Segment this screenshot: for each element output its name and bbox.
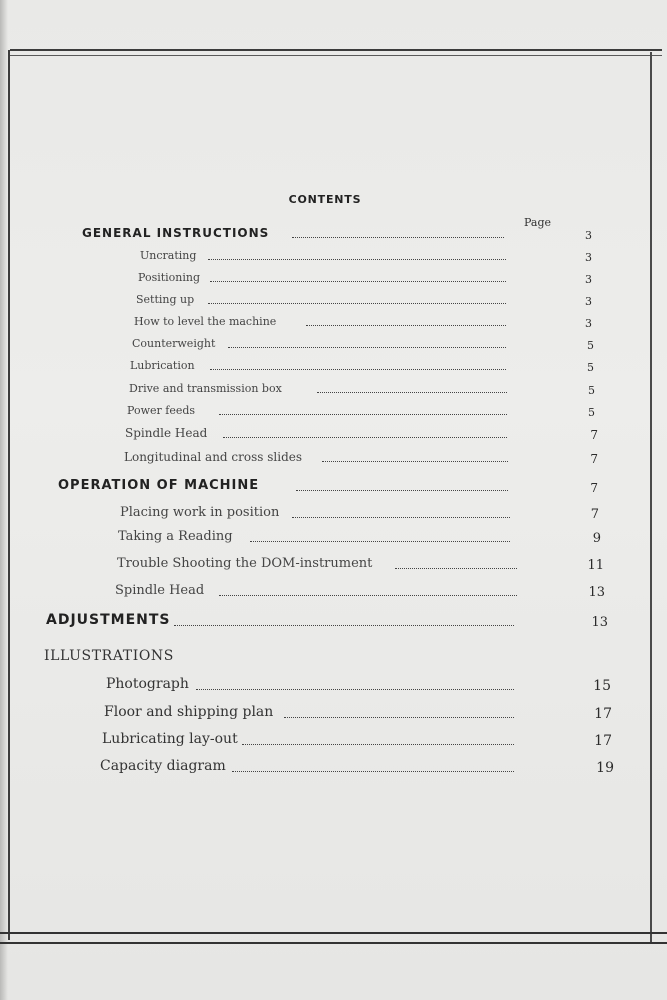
page-edge-shadow: [0, 0, 8, 1000]
toc-leader: [292, 237, 504, 238]
frame-left-rule: [8, 50, 10, 940]
toc-section-title: OPERATION OF MACHINE: [58, 478, 260, 493]
toc-item-title: Drive and transmission box: [129, 382, 282, 395]
toc-section-adjustments: [46, 612, 608, 632]
toc-leader: [210, 281, 506, 282]
toc-leader: [223, 437, 507, 438]
toc-leader: [196, 689, 514, 690]
toc-page-number: 3: [585, 317, 592, 330]
toc-leader: [219, 414, 507, 415]
toc-leader: [208, 259, 506, 260]
page-column-label: Page: [524, 216, 552, 229]
toc-page-number: 5: [587, 339, 594, 352]
toc-page-number: 19: [596, 760, 614, 776]
toc-item-title: Placing work in position: [120, 505, 280, 520]
toc-section-operation-of-machine: [58, 477, 598, 497]
toc-section-general-instructions: [82, 224, 592, 244]
toc-item-title: Lubricating lay-out: [102, 731, 238, 747]
frame-top-rule: [10, 49, 662, 56]
toc-page-number: 9: [592, 531, 601, 546]
toc-page-number: 13: [588, 585, 605, 600]
toc-section-title: GENERAL INSTRUCTIONS: [82, 226, 270, 240]
toc-leader: [322, 461, 508, 462]
toc-item-trouble-shooting: [117, 555, 604, 575]
toc-page-number: 3: [585, 295, 592, 308]
toc-item-title: Counterweight: [132, 337, 216, 350]
toc-item-title: Setting up: [136, 293, 195, 306]
frame-bottom-rule: [0, 932, 667, 944]
toc-page-number: 5: [587, 361, 594, 374]
toc-item-title: Lubrication: [130, 359, 195, 372]
toc-page-number: 5: [588, 406, 595, 419]
toc-item-counterweight: [132, 334, 594, 354]
toc-section-title: ADJUSTMENTS: [46, 612, 171, 628]
toc-leader: [306, 325, 506, 326]
toc-item-spindle-head-2: [115, 582, 605, 602]
toc-page-number: 7: [590, 428, 598, 442]
toc-item-title: Spindle Head: [125, 426, 208, 440]
toc-item-setting-up: [136, 290, 592, 310]
toc-item-title: Uncrating: [140, 249, 197, 262]
toc-item-how-to-level: [134, 312, 592, 332]
toc-item-title: Capacity diagram: [100, 758, 226, 774]
toc-item-uncrating: [140, 246, 592, 266]
toc-item-title: Longitudinal and cross slides: [124, 450, 303, 464]
toc-item-drive-transmission: [129, 379, 595, 399]
toc-leader: [250, 541, 510, 542]
toc-item-title: Power feeds: [127, 404, 196, 417]
toc-leader: [210, 369, 506, 370]
toc-page-number: 7: [590, 452, 598, 466]
contents-heading: CONTENTS: [288, 193, 362, 206]
toc-leader: [242, 744, 514, 745]
toc-page-number: 17: [594, 706, 612, 722]
toc-leader: [232, 771, 514, 772]
toc-leader: [208, 303, 506, 304]
toc-item-title: Photograph: [106, 676, 189, 692]
toc-item-power-feeds: [127, 401, 595, 421]
toc-page-number: 3: [585, 251, 592, 264]
toc-page-number: 13: [591, 615, 608, 630]
toc-leader: [317, 392, 507, 393]
toc-leader: [284, 717, 514, 718]
toc-item-title: Spindle Head: [115, 583, 205, 598]
toc-item-lubrication: [130, 356, 594, 376]
toc-item-title: How to level the machine: [134, 315, 277, 328]
toc-page-number: 7: [590, 481, 598, 495]
toc-page-number: 3: [585, 229, 592, 242]
toc-item-placing-work: [120, 504, 599, 524]
toc-item-spindle-head-1: [125, 424, 598, 444]
toc-item-floor-plan: [104, 704, 612, 724]
toc-leader: [228, 347, 506, 348]
frame-right-rule: [650, 52, 652, 942]
toc-item-photograph: [106, 676, 611, 696]
toc-leader: [292, 517, 510, 518]
toc-item-title: Floor and shipping plan: [104, 704, 274, 720]
toc-item-title: Positioning: [138, 271, 201, 284]
toc-section-title: ILLUSTRATIONS: [44, 648, 174, 664]
toc-item-taking-reading: [118, 528, 601, 548]
toc-leader: [174, 625, 514, 626]
toc-item-longitudinal-slides: [124, 448, 598, 468]
toc-page-number: 7: [590, 507, 599, 522]
toc-item-lubricating-layout: [102, 731, 612, 751]
toc-item-capacity-diagram: [100, 758, 614, 778]
toc-item-positioning: [138, 268, 592, 288]
toc-leader: [219, 595, 517, 596]
toc-section-illustrations: [44, 648, 344, 668]
toc-page-number: 15: [593, 678, 611, 694]
toc-leader: [296, 490, 508, 491]
toc-leader: [395, 568, 517, 569]
toc-item-title: Taking a Reading: [118, 529, 233, 544]
toc-page-number: 17: [594, 733, 612, 749]
toc-item-title: Trouble Shooting the DOM-instrument: [117, 556, 373, 571]
toc-page-number: 3: [585, 273, 592, 286]
toc-page-number: 11: [587, 558, 604, 573]
toc-page-number: 5: [588, 384, 595, 397]
